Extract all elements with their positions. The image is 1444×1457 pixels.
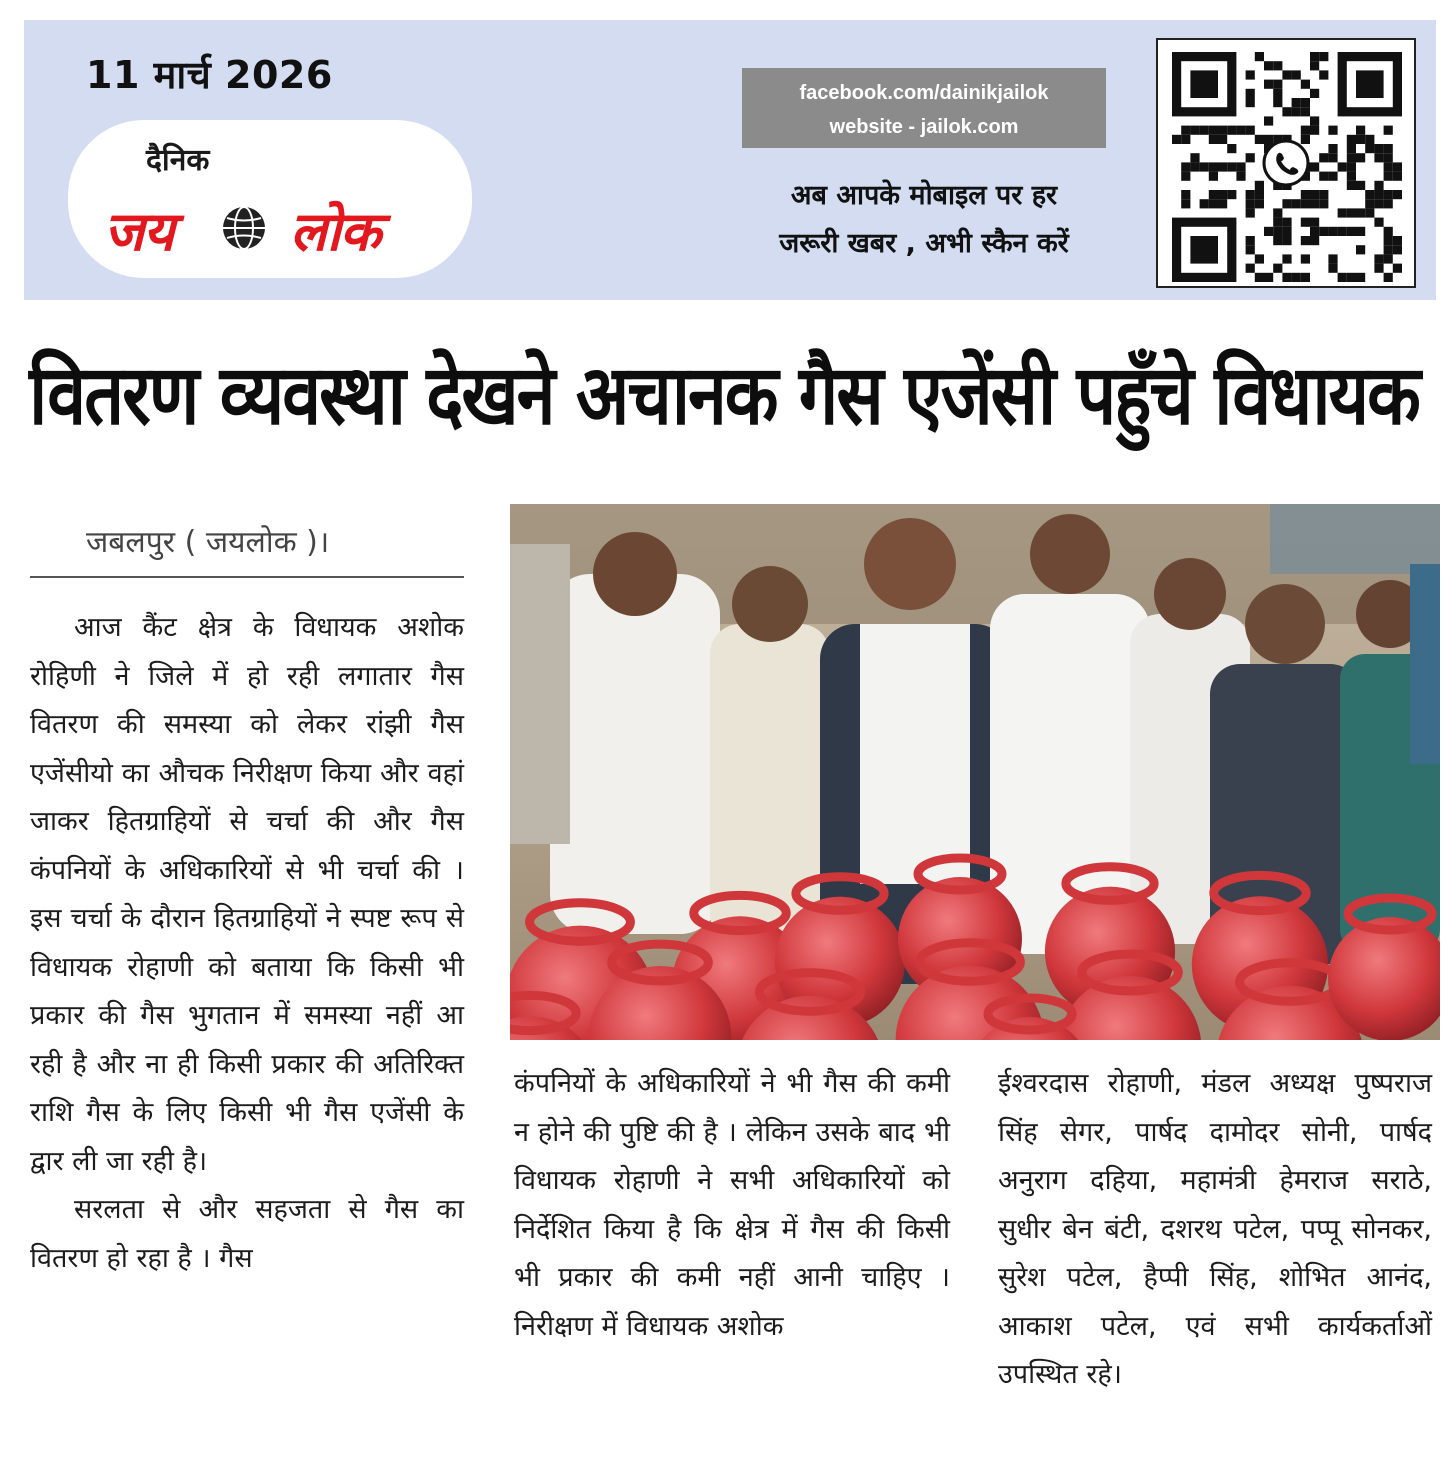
globe-icon	[220, 204, 268, 252]
logo-prefix: दैनिक	[146, 143, 210, 178]
article-column-2	[514, 1060, 950, 1351]
logo-word-left: जय	[104, 200, 174, 263]
scan-promo	[724, 172, 1124, 268]
paragraph-1: आज कैंट क्षेत्र के विधायक अशोक रोहिणी ने जिले में हो रही लगातार गैस वितरण की समस्या को लेकर रांझी गैस एजेंसीयो का औचक निरीक्षण किया और वहां जाकर हितग्राहियों से चर्चा की और गैस कंपनियों के अधिकारियों से भी चर्चा की । इस चर्चा के दौरान हितग्राहियों ने स्पष्ट रूप से विधायक रोहाणी को बताया कि किसी भी प्रकार की गैस भुगतान में समस्या नहीं आ रही है और ना ही किसी प्रकार की अतिरिक्त राशि गैस के लिए किसी भी गैस एजेंसी के द्वार ली जा रही है।	[30, 612, 464, 1177]
article-column-1	[30, 604, 464, 1283]
dateline: जबलपुर ( जयलोक )।	[86, 525, 330, 560]
website-link[interactable]: website - jailok.com	[829, 116, 1019, 138]
logo-word-right: लोक	[290, 200, 381, 263]
paragraph-2: सरलता से और सहजता से गैस का वितरण हो रहा है । गैस	[30, 1194, 464, 1274]
social-links-box	[742, 68, 1106, 148]
promo-line-2: जरूरी खबर , अभी स्कैन करें	[779, 228, 1069, 259]
qr-code-icon	[1158, 40, 1414, 286]
issue-date: 11 मार्च 2026	[86, 53, 333, 97]
facebook-link[interactable]: facebook.com/dainikjailok	[799, 82, 1049, 104]
paragraph-3: कंपनियों के अधिकारियों ने भी गैस की कमी न होने की पुष्टि की है । लेकिन उसके बाद भी विधायक रोहाणी ने सभी अधिकारियों को निर्देशित किया है कि क्षेत्र में गैस की किसी भी प्रकार की कमी नहीं आनी चाहिए । निरीक्षण में विधायक अशोक	[514, 1068, 950, 1342]
gas-cylinder-inspection-photo	[510, 504, 1440, 1040]
news-photo	[510, 504, 1440, 1040]
newspaper-logo[interactable]	[68, 120, 472, 278]
promo-line-1: अब आपके मोबाइल पर हर	[790, 180, 1058, 211]
dateline-divider	[30, 576, 464, 578]
paragraph-4: ईश्वरदास रोहाणी, मंडल अध्यक्ष पुष्पराज सिंह सेगर, पार्षद दामोदर सोनी, पार्षद अनुराग दहिया, महामंत्री हेमराज सराठे, सुधीर बेन बंटी, दशरथ पटेल, पप्पू सोनकर, सुरेश पटेल, हैप्पी सिंह, शोभित आनंद, आकाश पटेल, एवं सभी कार्यकर्ताओं उपस्थित रहे।	[998, 1068, 1432, 1390]
masthead	[24, 20, 1436, 300]
headline: वितरण व्यवस्था देखने अचानक गैस एजेंसी पहुँचे विधायक	[29, 346, 1419, 444]
whatsapp-qr-code[interactable]	[1156, 38, 1416, 288]
article-column-3	[998, 1060, 1432, 1400]
